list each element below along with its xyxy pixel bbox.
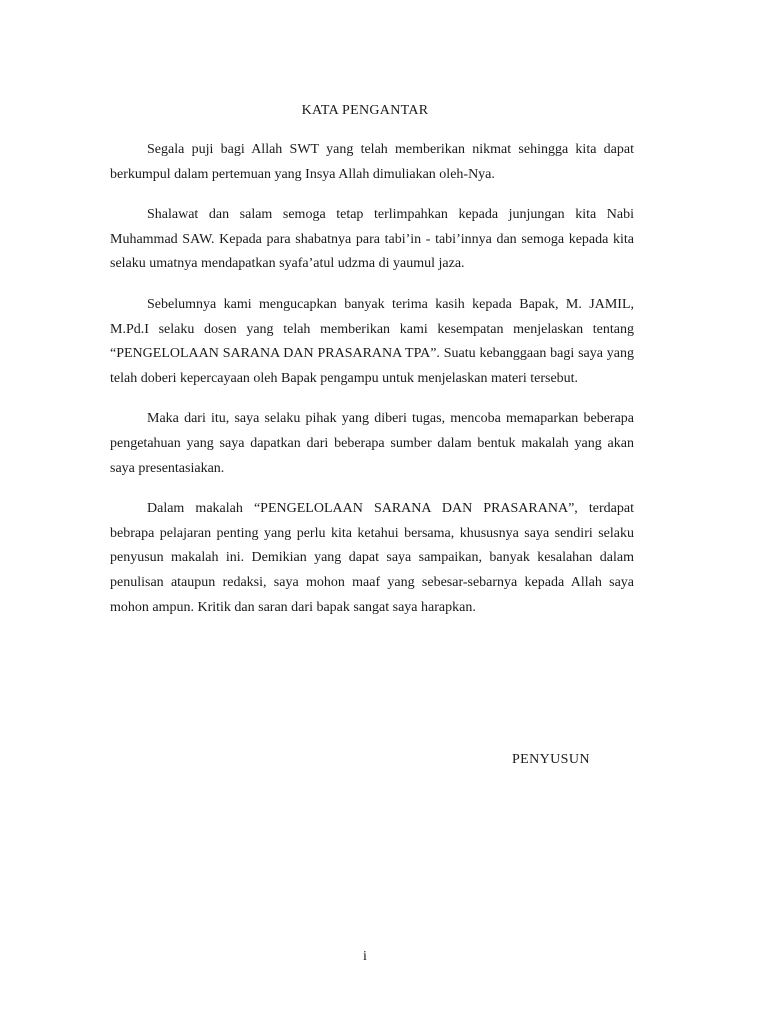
paragraph-thanks: Sebelumnya kami mengucapkan banyak terima kasih kepada Bapak, M. JAMIL, M.Pd.I selaku dosen yang telah memberikan kami kesempatan menjelaskan tentang “PENGELOLAAN SARANA DAN PRASARANA TPA”. Suatu kebanggaan bagi saya yang telah doberi kepercayaan oleh Bapak pengampu untuk menjelaskan materi tersebut. (110, 296, 634, 386)
page-number: i (363, 949, 367, 964)
paragraph-purpose: Maka dari itu, saya selaku pihak yang diberi tugas, mencoba memaparkan beberapa pengetahuan yang saya dapatkan dari beberapa sumber dalam bentuk makalah yang akan saya presentasiakan. (110, 411, 634, 476)
paragraph-closing: Dalam makalah “PENGELOLAAN SARANA DAN PRASARANA”, terdapat bebrapa pelajaran penting yang perlu kita ketahui bersama, khususnya saya sendiri selaku penyusun makalah ini. Demikian yang dapat saya sampaikan, banyak kesalahan dalam penulisan ataupun redaksi, saya mohon maaf yang sebesar-sebarnya kepada Allah saya mohon ampun. Kritik dan saran dari bapak sangat saya harapkan. (110, 501, 634, 615)
paragraph-praise: Segala puji bagi Allah SWT yang telah memberikan nikmat sehingga kita dapat berkumpul dalam pertemuan yang Insya Allah dimuliakan oleh-Nya. (110, 142, 634, 182)
document-body (110, 138, 634, 636)
author-signature: PENYUSUN (512, 752, 590, 767)
paragraph-shalawat: Shalawat dan salam semoga tetap terlimpahkan kepada junjungan kita Nabi Muhammad SAW. Kepada para shabatnya para tabi’in - tabi’innya dan semoga kepada kita selaku umatnya mendapatkan syafa’atul udzma di yaumul jaza. (110, 207, 634, 272)
page-title: KATA PENGANTAR (301, 103, 429, 118)
